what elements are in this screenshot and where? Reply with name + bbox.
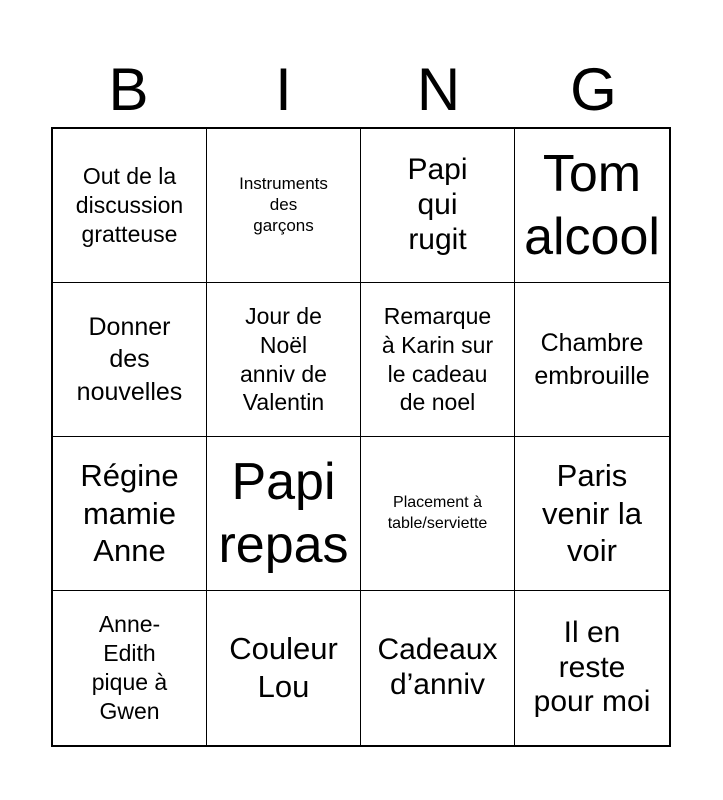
bingo-cell-text: Instruments des garçons bbox=[239, 174, 328, 235]
bingo-grid bbox=[51, 127, 671, 747]
bingo-cell-text: Out de la discussion gratteuse bbox=[75, 163, 184, 247]
bingo-cell-text: Donner des nouvelles bbox=[76, 312, 183, 406]
bingo-cell[interactable] bbox=[207, 437, 361, 591]
bingo-cell[interactable] bbox=[361, 283, 515, 437]
bingo-cell[interactable] bbox=[361, 591, 515, 745]
bingo-cell-text: Il en reste pour moi bbox=[533, 615, 651, 719]
bingo-cell[interactable] bbox=[515, 591, 669, 745]
bingo-header bbox=[51, 52, 671, 128]
bingo-cell-text: Paris venir la voir bbox=[542, 457, 642, 569]
bingo-cell[interactable] bbox=[361, 437, 515, 591]
bingo-cell-text: Papi qui rugit bbox=[407, 153, 468, 256]
header-letter-i: I bbox=[275, 56, 292, 123]
bingo-cell[interactable] bbox=[515, 129, 669, 283]
bingo-cell[interactable] bbox=[515, 437, 669, 591]
bingo-cell[interactable] bbox=[53, 283, 207, 437]
bingo-cell-text: Papi repas bbox=[218, 453, 349, 574]
header-letter-b: B bbox=[108, 56, 149, 123]
bingo-cell-text: Chambre embrouille bbox=[534, 329, 650, 390]
header-letter-n: N bbox=[416, 56, 461, 123]
bingo-cell-text: Couleur Lou bbox=[229, 631, 338, 704]
bingo-cell[interactable] bbox=[53, 437, 207, 591]
bingo-cell-text: Remarque à Karin sur le cadeau de noel bbox=[381, 302, 494, 416]
bingo-cell[interactable] bbox=[207, 129, 361, 283]
bingo-cell[interactable] bbox=[53, 591, 207, 745]
bingo-cell-text: Tom alcool bbox=[524, 145, 660, 266]
bingo-cell[interactable] bbox=[53, 129, 207, 283]
bingo-cell-text: Anne- Edith pique à Gwen bbox=[91, 611, 168, 724]
bingo-cell-text: Régine mamie Anne bbox=[80, 457, 179, 569]
bingo-cell[interactable] bbox=[515, 283, 669, 437]
bingo-cell[interactable] bbox=[207, 283, 361, 437]
header-letter-g: G bbox=[570, 56, 617, 123]
bingo-cell-text: Jour de Noël anniv de Valentin bbox=[240, 302, 327, 416]
bingo-cell-text: Cadeaux d’anniv bbox=[377, 633, 498, 701]
bingo-cell[interactable] bbox=[207, 591, 361, 745]
bingo-cell[interactable] bbox=[361, 129, 515, 283]
bingo-cell-text: Placement à table/serviette bbox=[387, 493, 488, 532]
